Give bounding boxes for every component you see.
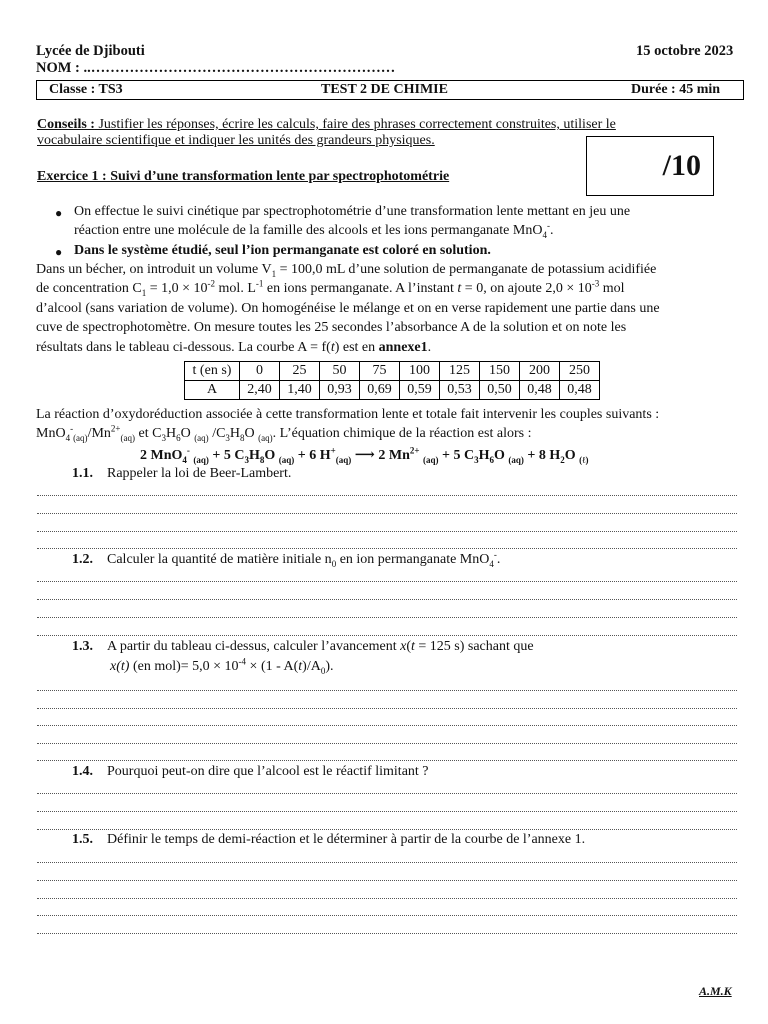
answer-line[interactable] bbox=[37, 743, 737, 744]
table-row bbox=[185, 381, 600, 400]
table-cell: 100 bbox=[400, 362, 440, 381]
bullet-2: Dans le système étudié, seul l’ion permanganate est coloré en solution. bbox=[74, 243, 491, 258]
table-cell: 75 bbox=[360, 362, 400, 381]
absorbance-table bbox=[184, 361, 600, 400]
bullet-1-text: réaction entre une molécule de la famille des alcools et les ions permanganate MnO bbox=[74, 223, 543, 238]
answer-line[interactable] bbox=[37, 531, 737, 532]
formula-text: )/A bbox=[302, 659, 321, 674]
table-cell: 0,93 bbox=[320, 381, 360, 400]
table-cell: 50 bbox=[320, 362, 360, 381]
score-value: /10 bbox=[662, 149, 701, 182]
bullet-dot-icon: ● bbox=[55, 206, 63, 220]
intro-text: = 1,0 × 10 bbox=[146, 281, 208, 296]
answer-line[interactable] bbox=[37, 690, 737, 691]
intro-line-2: de concentration $C_1 = 1,0 \times 10^{-2}$ mol. $L^{-1}$ en ions permanganate. A l’instant t = 0, on ajoute $2,0 \times 10^{-3}$ mol bbox=[36, 278, 625, 298]
reaction-text: . L’équation chimique de la réaction est alors : bbox=[272, 426, 532, 441]
table-cell: 0,48 bbox=[520, 381, 560, 400]
intro-text: mol. L bbox=[215, 281, 256, 296]
table-cell: 2,40 bbox=[240, 381, 280, 400]
answer-line[interactable] bbox=[37, 548, 737, 549]
table-cell: 25 bbox=[280, 362, 320, 381]
exercise-title: Exercice 1 : Suivi d’une transformation lente par spectrophotométrie bbox=[37, 169, 450, 184]
table-cell: 1,40 bbox=[280, 381, 320, 400]
class-info-box bbox=[36, 80, 744, 100]
table-cell: 200 bbox=[520, 362, 560, 381]
answer-line[interactable] bbox=[37, 495, 737, 496]
question-number: 1.1. bbox=[72, 466, 93, 481]
question-1-2: 1.2. Calculer la quantité de matière initiale $n_0$ en ion permanganate MnO$_4$-. bbox=[72, 549, 501, 569]
question-text: Calculer la quantité de matière initiale n bbox=[107, 552, 332, 567]
bullet-dot-icon: ● bbox=[55, 245, 63, 259]
score-box bbox=[586, 136, 714, 196]
question-text: = 125 s) sachant que bbox=[414, 639, 534, 654]
answer-line[interactable] bbox=[37, 599, 737, 600]
question-text: A partir du tableau ci-dessus, calculer l’avancement bbox=[107, 639, 401, 654]
table-cell: 250 bbox=[560, 362, 600, 381]
intro-text: = 100,0 mL d’une solution de permanganate de potassium acidifiée bbox=[276, 262, 657, 277]
test-title: TEST 2 DE CHIMIE bbox=[321, 82, 448, 97]
answer-line[interactable] bbox=[37, 617, 737, 618]
advice-text-1: Justifier les réponses, écrire les calculs, faire des phrases correctement construites, utiliser le bbox=[94, 117, 616, 132]
table-header-time: t (en s) bbox=[185, 362, 240, 381]
table-cell: 0 bbox=[240, 362, 280, 381]
advice-label: Conseils : bbox=[37, 117, 95, 132]
answer-line[interactable] bbox=[37, 760, 737, 761]
author-signature: A.M.K bbox=[699, 984, 732, 998]
question-1-4 bbox=[72, 764, 429, 780]
intro-text: = 0, on ajoute 2,0 × 10 bbox=[461, 281, 592, 296]
question-1-3-formula: x(t) (en $mol)= 5,0 \times 10^{-4} \times (1 - A(t)/A_0)$. bbox=[110, 656, 334, 676]
answer-line[interactable] bbox=[37, 708, 737, 709]
table-cell: 0,50 bbox=[480, 381, 520, 400]
question-text: Définir le temps de demi-réaction et le déterminer à partir de la courbe de l’annexe 1. bbox=[107, 832, 586, 847]
formula-text: (en mol)= 5,0 × 10 bbox=[129, 659, 239, 674]
intro-line-5: résultats dans le tableau ci-dessous. La courbe A = f(t) est en annexe1. bbox=[36, 340, 432, 355]
question-1-1 bbox=[72, 466, 291, 482]
answer-line[interactable] bbox=[37, 829, 737, 830]
table-cell: 125 bbox=[440, 362, 480, 381]
reaction-equation: 2 MnO$_4$- $_{(aq)}$ + 5 $C_3H_8O$ $_{(aq)}$ + 6 $H^+_{(aq)}$ ⟶ 2 $Mn^{2+}$ $_{(aq)}$ + 5 $C_3H_6O$ $_{(aq)}$ + 8 $H_2O$ $_{(\ell)}$ bbox=[140, 445, 589, 465]
duration-label: Durée : 45 min bbox=[631, 82, 721, 97]
intro-text: de concentration C bbox=[36, 281, 142, 296]
intro-line-4: cuve de spectrophotomètre. On mesure toutes les 25 secondes l’absorbance A de la solution et on note les bbox=[36, 320, 627, 335]
answer-line[interactable] bbox=[37, 880, 737, 881]
intro-text: . bbox=[427, 340, 432, 355]
advice-line-1 bbox=[37, 117, 616, 133]
question-text: Pourquoi peut-on dire que l’alcool est le réactif limitant ? bbox=[107, 764, 429, 779]
answer-line[interactable] bbox=[37, 915, 737, 916]
answer-line[interactable] bbox=[37, 933, 737, 934]
answer-line[interactable] bbox=[37, 862, 737, 863]
test-date: 15 octobre 2023 bbox=[636, 43, 734, 59]
class-label: Classe : TS3 bbox=[49, 82, 123, 97]
intro-text: résultats dans le tableau ci-dessous. La courbe A = f( bbox=[36, 340, 331, 355]
question-text: en ion permanganate MnO bbox=[336, 552, 490, 567]
reaction-line-1: La réaction d’oxydoréduction associée à cette transformation lente et totale fait intervenir les couples suivants : bbox=[36, 407, 660, 422]
answer-line[interactable] bbox=[37, 581, 737, 582]
answer-line[interactable] bbox=[37, 811, 737, 812]
annexe-reference: annexe1 bbox=[378, 340, 428, 355]
table-row bbox=[185, 362, 600, 381]
table-header-absorbance: A bbox=[185, 381, 240, 400]
answer-line[interactable] bbox=[37, 725, 737, 726]
question-number: 1.5. bbox=[72, 832, 93, 847]
intro-text: ) est en bbox=[334, 340, 379, 355]
table-cell: 0,69 bbox=[360, 381, 400, 400]
intro-text: mol bbox=[599, 281, 625, 296]
intro-line-3: d’alcool (sans variation de volume). On homogénéise le mélange et on en verse rapidement une partie dans une bbox=[36, 301, 660, 316]
reaction-couples: $MnO_4^-_{(aq)}/Mn^{2+}_{(aq)}$ et $C_3H_6O$ $_{(aq)}$ $/C_3H_8O$ $_{(aq)}$. L’équation chimique de la réaction est alors : bbox=[36, 423, 532, 443]
bullet-1-line-2: réaction entre une molécule de la famille des alcools et les ions permanganate MnO$_4$-. bbox=[74, 220, 554, 240]
formula-text: ). bbox=[325, 659, 334, 674]
answer-line[interactable] bbox=[37, 793, 737, 794]
intro-text: en ions permanganate. A l’instant bbox=[263, 281, 458, 296]
question-1-3: 1.3. A partir du tableau ci-dessus, calculer l’avancement x(t = 125 s) sachant que bbox=[72, 639, 534, 654]
answer-line[interactable] bbox=[37, 898, 737, 899]
table-cell: 150 bbox=[480, 362, 520, 381]
name-field-label: NOM : ..……………………………………………………… bbox=[36, 60, 396, 76]
question-1-5 bbox=[72, 832, 585, 848]
question-number: 1.2. bbox=[72, 552, 93, 567]
answer-line[interactable] bbox=[37, 513, 737, 514]
question-number: 1.4. bbox=[72, 764, 93, 779]
question-text: Rappeler la loi de Beer-Lambert. bbox=[107, 466, 292, 481]
formula-text: × (1 - A( bbox=[246, 659, 299, 674]
table-cell: 0,48 bbox=[560, 381, 600, 400]
answer-line[interactable] bbox=[37, 635, 737, 636]
table-cell: 0,59 bbox=[400, 381, 440, 400]
school-name: Lycée de Djibouti bbox=[36, 43, 145, 59]
intro-line-1: Dans un bécher, on introduit un volume $V_1 = 100,0$ mL d’une solution de permanganate de potassium acidifiée bbox=[36, 262, 657, 279]
question-number: 1.3. bbox=[72, 639, 93, 654]
table-cell: 0,53 bbox=[440, 381, 480, 400]
advice-text-2: vocabulaire scientifique et indiquer les unités des grandeurs physiques. bbox=[37, 133, 435, 148]
intro-text: Dans un bécher, on introduit un volume V bbox=[36, 262, 272, 277]
bullet-1-line-1: On effectue le suivi cinétique par spectrophotométrie d’une transformation lente mettant en jeu une bbox=[74, 204, 631, 219]
